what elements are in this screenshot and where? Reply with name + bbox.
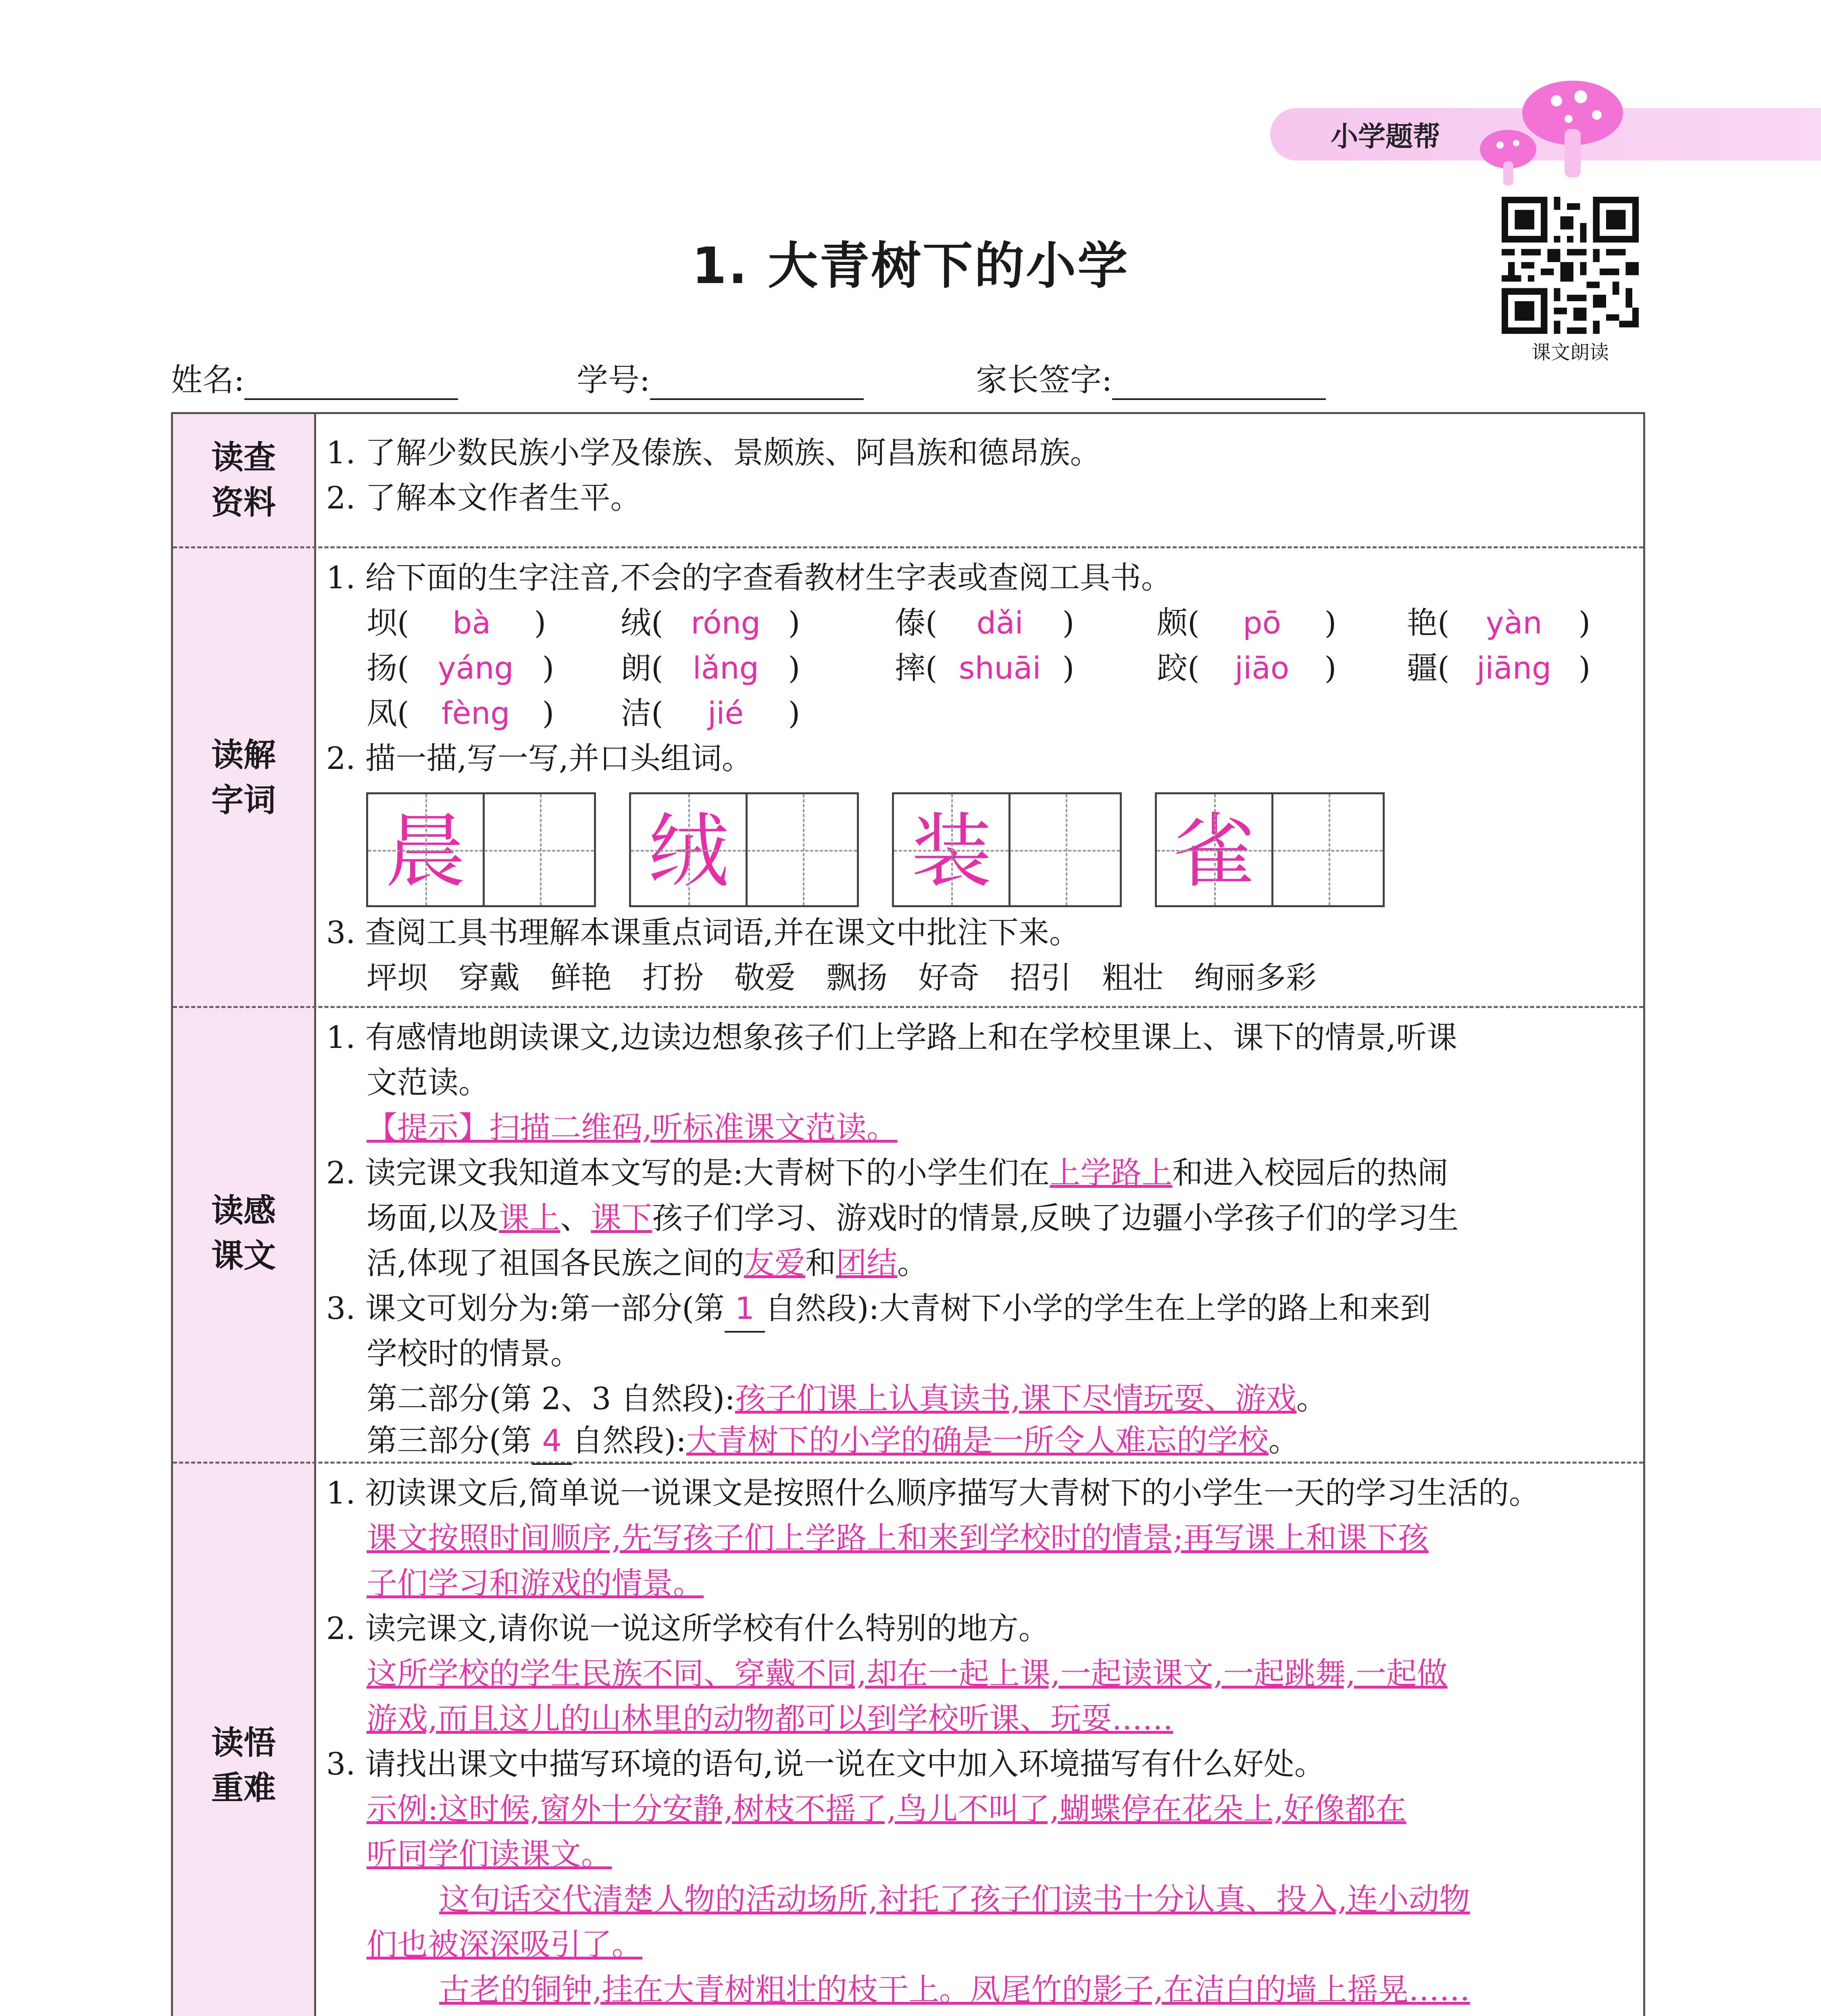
text-line: 学校时的情景。	[367, 1335, 581, 1371]
qr-caption: 课文朗读	[1531, 341, 1609, 364]
section-label-vocabulary: 读解 字词	[211, 736, 276, 819]
pinyin-item: 凤( fèng )	[367, 695, 554, 731]
answer-line: 子们学习和游戏的情景。	[367, 1565, 704, 1601]
pinyin-item: 绒( róng )	[621, 605, 800, 641]
tip-line: 【提示】扫描二维码,听标准课文范读。	[367, 1110, 898, 1145]
answer-line: 这所学校的学生民族不同、穿戴不同,却在一起上课,一起读课文,一起跳舞,一起做	[367, 1656, 1448, 1691]
row-divider	[173, 1006, 1643, 1008]
char-grid[interactable]	[1155, 792, 1385, 907]
id-blank[interactable]	[650, 370, 864, 400]
char-grid[interactable]	[366, 792, 596, 907]
name-label: 姓名:	[171, 362, 245, 398]
text-line: 2. 读完课文我知道本文写的是:大青树下的小学生们在上学路上和进入校园后的热闹	[326, 1155, 1448, 1191]
row-divider	[173, 546, 1643, 548]
answer-line: 古老的铜钟,挂在大青树粗壮的枝干上。凤尾竹的影子,在洁白的墙上摇晃……	[439, 1972, 1470, 2008]
pinyin-item: 坝( bà )	[367, 605, 546, 641]
answer: 课下	[591, 1200, 652, 1236]
text-line: 3. 课文可划分为:第一部分(第 1 自然段):大青树下小学的学生在上学的路上和来到	[326, 1286, 1431, 1333]
answer: 1	[725, 1286, 765, 1333]
char-grid[interactable]	[629, 792, 859, 907]
pinyin-item: 摔( shuāi )	[895, 650, 1075, 686]
answer: 友爱	[744, 1245, 806, 1281]
parent-signature-field[interactable]	[976, 355, 1326, 400]
page-title: 1. 大青树下的小学	[692, 237, 1129, 295]
section-label-key-points: 读悟 重难	[211, 1724, 276, 1807]
text-line: 活,体现了祖国各民族之间的友爱和团结。	[367, 1245, 928, 1281]
question: 3. 请找出课文中描写环境的语句,说一说在文中加入环境描写有什么好处。	[326, 1746, 1325, 1782]
column-divider	[314, 414, 316, 2016]
question: 1. 初读课文后,简单说一说课文是按照什么顺序描写大青树下的小学生一天的学习生活的。	[326, 1475, 1540, 1511]
parent-label: 家长签字:	[976, 362, 1113, 398]
answer-line	[367, 2012, 1305, 2016]
name-field[interactable]	[171, 355, 458, 400]
grid-char: 晨	[385, 805, 466, 899]
grid-char: 绒	[648, 805, 729, 899]
answer: 团结	[836, 1245, 898, 1281]
text-line: 文范读。	[367, 1064, 489, 1100]
grid-char: 装	[911, 805, 992, 899]
pinyin-item: 朗( lǎng )	[621, 650, 800, 686]
vocab-list: 坪坝 穿戴 鲜艳 打扮 敬爱 飘扬 好奇 招引 粗壮 绚丽多彩	[367, 960, 1317, 996]
answer-line: 们也被深深吸引了。	[367, 1926, 642, 1962]
answer: 4	[532, 1418, 572, 1465]
parent-blank[interactable]	[1112, 370, 1326, 400]
qr-code-icon[interactable]	[1502, 197, 1639, 334]
question: 2. 读完课文,请你说一说这所学校有什么特别的地方。	[326, 1610, 1049, 1646]
pinyin-item: 扬( yáng )	[367, 650, 554, 686]
name-blank[interactable]	[244, 370, 458, 400]
answer-line: 课文按照时间顺序,先写孩子们上学路上和来到学校时的情景;再写课上和课下孩	[367, 1520, 1429, 1556]
char-grid[interactable]	[892, 792, 1122, 907]
text-line: 1. 有感情地朗读课文,边读边想象孩子们上学路上和在学校里课上、课下的情景,听课	[326, 1019, 1457, 1055]
text-line: 1. 了解少数民族小学及傣族、景颇族、阿昌族和德昂族。	[326, 435, 1101, 471]
pinyin-item: 傣( dǎi )	[895, 605, 1075, 641]
answer-line: 示例:这时候,窗外十分安静,树枝不摇了,鸟儿不叫了,蝴蝶停在花朵上,好像都在	[367, 1791, 1406, 1827]
grid-char: 雀	[1174, 805, 1255, 899]
answer-line: 游戏,而且这儿的山林里的动物都可以到学校听课、玩耍……	[367, 1701, 1173, 1737]
answer: 上学路上	[1050, 1155, 1173, 1191]
answer: 课上	[499, 1200, 560, 1236]
worksheet-table	[171, 412, 1645, 2016]
pinyin-item: 洁( jié )	[621, 695, 800, 731]
id-label: 学号:	[577, 362, 650, 398]
question: 1. 给下面的生字注音,不会的字查看教材生字表或查阅工具书。	[326, 560, 1172, 596]
section-label-reading: 读感 课文	[211, 1192, 276, 1275]
question: 3. 查阅工具书理解本课重点词语,并在课文中批注下来。	[326, 914, 1080, 950]
pinyin-item: 疆( jiāng )	[1407, 650, 1591, 686]
pinyin-item: 跤( jiāo )	[1157, 650, 1337, 686]
pinyin-item: 颇( pō )	[1157, 605, 1337, 641]
answer: 大青树下的小学的确是一所令人难忘的学校	[686, 1422, 1269, 1458]
section-label-research: 读查 资料	[211, 439, 276, 521]
id-field[interactable]	[577, 355, 864, 400]
text-line: 场面,以及课上、课下孩子们学习、游戏时的情景,反映了边疆小学孩子们的学习生	[367, 1200, 1459, 1236]
mushroom-icon	[1476, 69, 1629, 190]
text-line: 2. 了解本文作者生平。	[326, 480, 641, 516]
answer-line: 这句话交代清楚人物的活动场所,衬托了孩子们读书十分认真、投入,连小动物	[439, 1881, 1470, 1917]
pinyin-item: 艳( yàn )	[1407, 605, 1591, 641]
text-line: 第二部分(第 2、3 自然段):孩子们课上认真读书,课下尽情玩耍、游戏。	[367, 1381, 1327, 1416]
answer-line: 听同学们读课文。	[367, 1836, 612, 1872]
brand-label: 小学题帮	[1331, 121, 1441, 153]
question: 2. 描一描,写一写,并口头组词。	[326, 740, 752, 776]
answer: 孩子们课上认真读书,课下尽情玩耍、游戏	[735, 1381, 1297, 1416]
text-line: 第三部分(第 4 自然段):大青树下的小学的确是一所令人难忘的学校。	[367, 1418, 1299, 1465]
